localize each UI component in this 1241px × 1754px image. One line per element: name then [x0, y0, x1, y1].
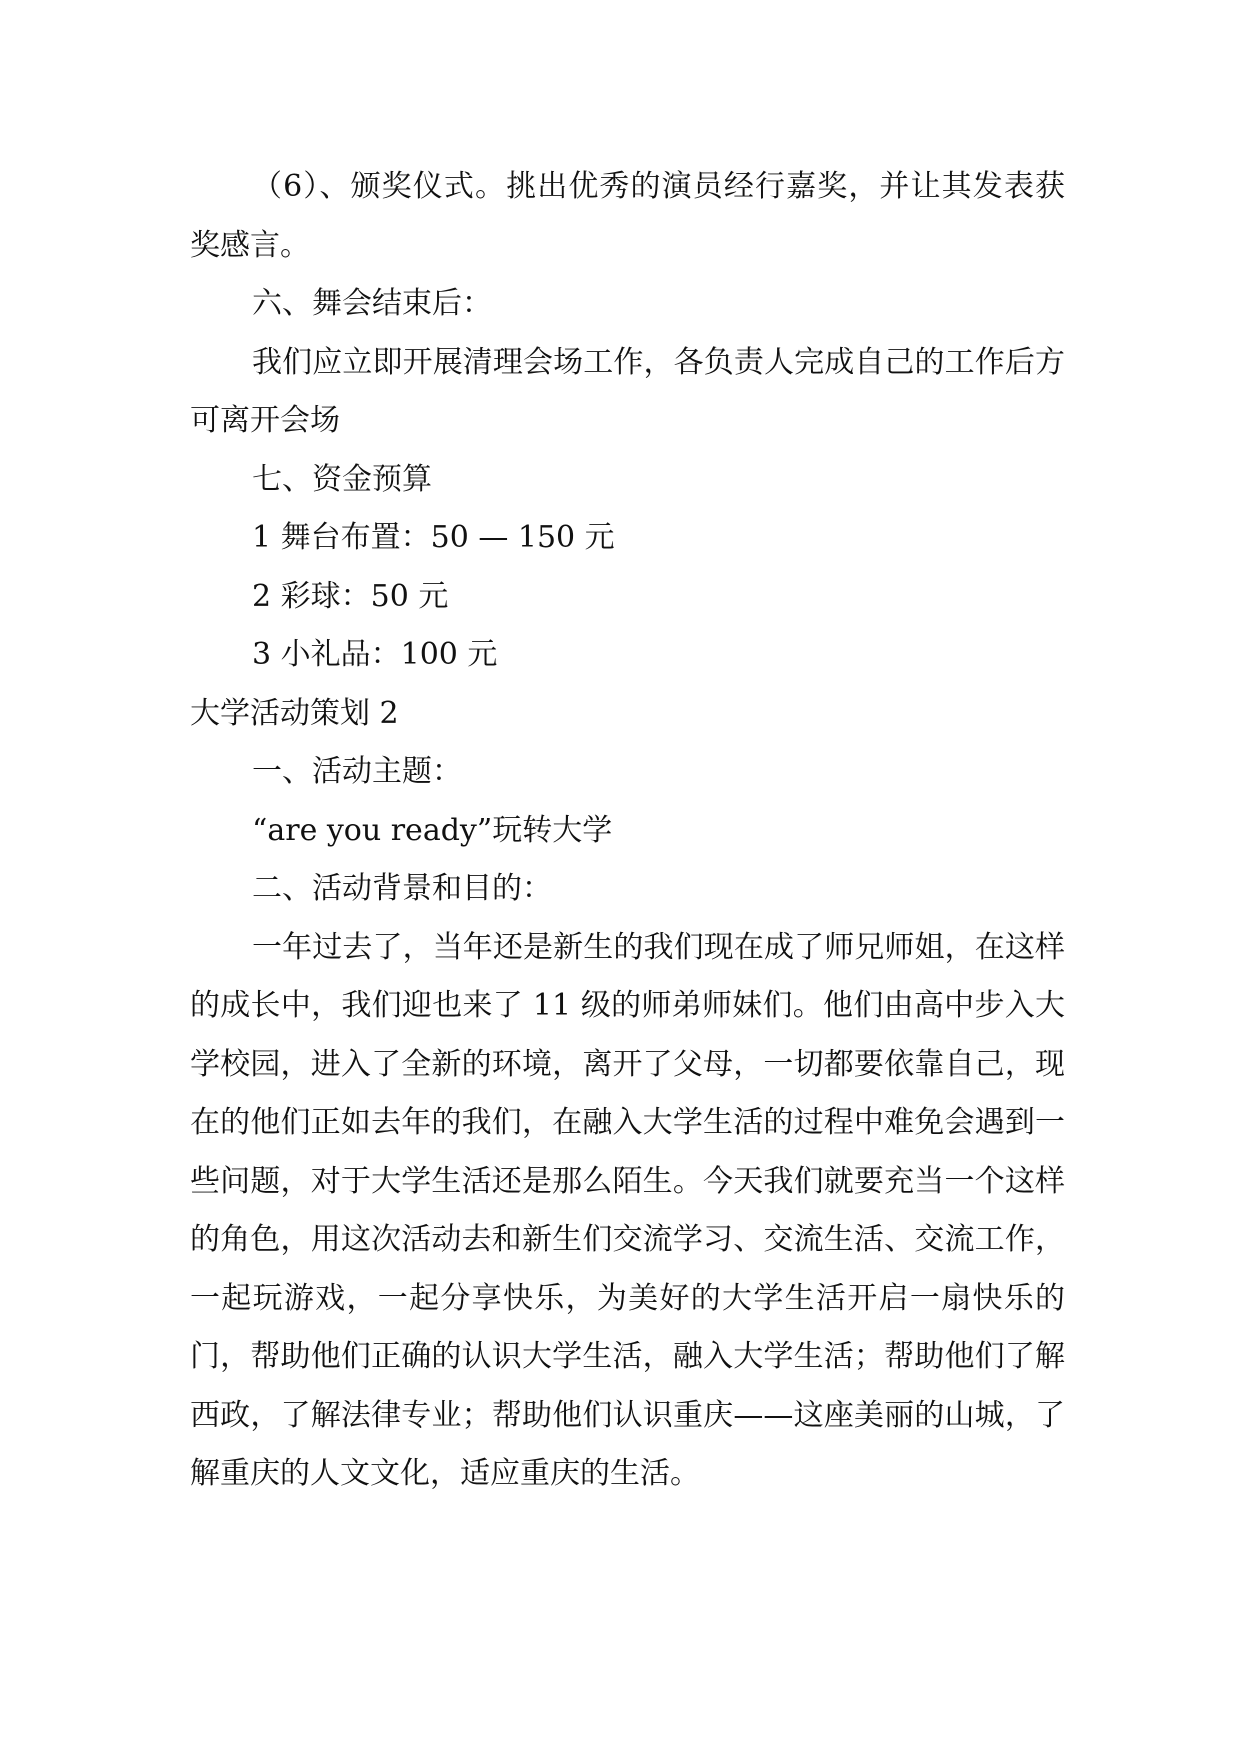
heading-background: 二、活动背景和目的：: [252, 871, 552, 906]
paragraph-theme: “are you ready”玩转大学: [252, 812, 613, 848]
document-body: [190, 158, 1065, 1504]
section-title: 大学活动策划 2: [190, 695, 399, 731]
budget-item-stage: 1 舞台布置：50 — 150 元: [252, 520, 615, 555]
heading-after-dance: 六、舞会结束后：: [252, 286, 492, 321]
heading-budget: 七、资金预算: [252, 461, 432, 497]
budget-item-balloons: 2 彩球：50 元: [252, 578, 449, 614]
paragraph-cleanup: 我们应立即开展清理会场工作，各负责人完成自己的工作后方可离开会场: [190, 344, 1065, 438]
paragraph-background: 一年过去了，当年还是新生的我们现在成了师兄师姐，在这样的成长中，我们迎也来了 11 级的师弟师妹们。他们由高中步入大学校园，进入了全新的环境，离开了父母，一切都要依靠自己，现在的他们正如去年的我们，在融入大学生活的过程中难免会遇到一些问题，对于大学生活还是那么陌生。今天我们就要充当一个这样的角色，用这次活动去和新生们交流学习、交流生活、交流工作，一起玩游戏，一起分享快乐，为美好的大学生活开启一扇快乐的门，帮助他们正确的认识大学生活，融入大学生活；帮助他们了解西政，了解法律专业；帮助他们认识重庆——这座美丽的山城，了解重庆的人文文化，适应重庆的生活。: [190, 929, 1065, 1491]
heading-theme: 一、活动主题：: [252, 754, 462, 789]
paragraph-award-ceremony: （6）、颁奖仪式。挑出优秀的演员经行嘉奖，并让其发表获奖感言。: [190, 169, 1065, 263]
budget-item-gifts: 3 小礼品：100 元: [252, 637, 498, 672]
